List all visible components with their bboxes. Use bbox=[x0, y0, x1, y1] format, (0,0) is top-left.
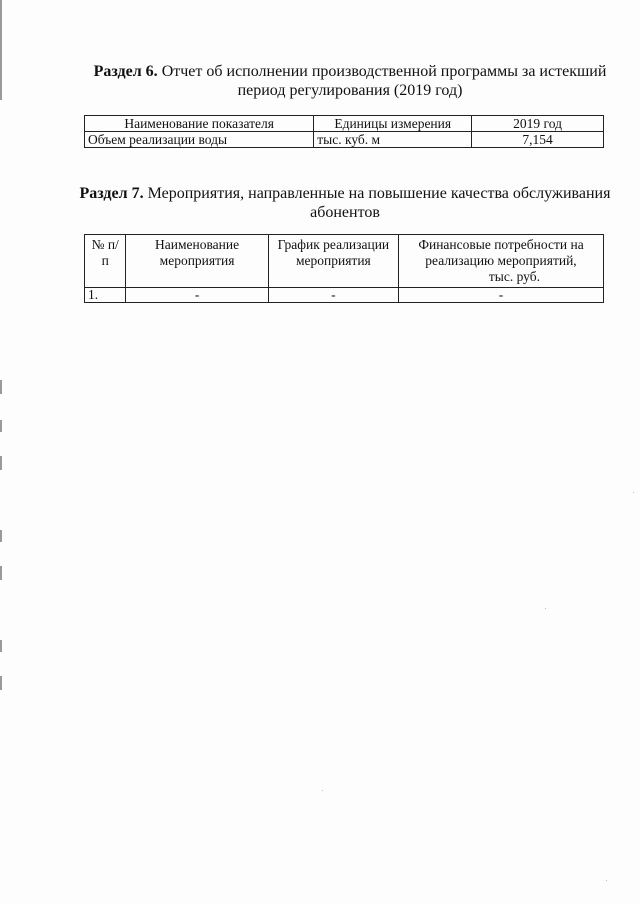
section-7-number: Раздел 7. bbox=[79, 185, 144, 202]
scan-edge-mark bbox=[0, 380, 2, 394]
cell-year-value: 7,154 bbox=[472, 132, 604, 148]
table-header-row bbox=[85, 116, 604, 132]
table-row bbox=[85, 132, 604, 148]
scan-dot bbox=[322, 790, 323, 791]
cell-indicator-name: Объем реализации воды bbox=[85, 132, 314, 148]
scan-dot bbox=[545, 608, 546, 609]
cell-measure-name: - bbox=[126, 288, 268, 303]
scan-edge-mark bbox=[0, 640, 2, 652]
section-7-title: Мероприятия, направленные на повышение качества обслуживания абонентов bbox=[147, 185, 611, 221]
header-indicator-name: Наименование показателя bbox=[85, 116, 314, 132]
section-6-heading bbox=[70, 62, 630, 100]
header-number: № п/п bbox=[85, 235, 126, 288]
table-header-row bbox=[85, 235, 604, 288]
scan-edge-mark bbox=[0, 676, 2, 690]
section-6-number: Раздел 6. bbox=[93, 63, 158, 80]
scan-edge-mark bbox=[0, 566, 2, 580]
cell-schedule: - bbox=[268, 288, 398, 303]
scan-edge-mark bbox=[0, 0, 2, 100]
cell-financial-needs: - bbox=[399, 288, 604, 303]
header-schedule: График реализации мероприятия bbox=[268, 235, 398, 288]
section-6-title: Отчет об исполнении производственной программы за истекший период регулирования (2019 год) bbox=[161, 63, 607, 99]
header-measure-name: Наименование мероприятия bbox=[126, 235, 268, 288]
service-quality-measures-table bbox=[84, 234, 604, 303]
scan-dot bbox=[606, 880, 607, 881]
header-unit: Единицы измерения bbox=[314, 116, 472, 132]
scan-edge-mark bbox=[0, 420, 2, 432]
header-financial-needs bbox=[399, 235, 604, 288]
scan-edge-mark bbox=[0, 456, 2, 470]
scan-dot bbox=[633, 492, 634, 493]
table-row bbox=[85, 288, 604, 303]
header-year: 2019 год bbox=[472, 116, 604, 132]
scan-edge-mark bbox=[0, 530, 2, 542]
header-financial-needs-unit: тыс. руб. bbox=[488, 269, 540, 284]
production-program-report-table bbox=[84, 115, 604, 148]
cell-number: 1. bbox=[85, 288, 126, 303]
header-financial-needs-text: Финансовые потребности на реализацию мероприятий, bbox=[418, 237, 584, 268]
cell-unit: тыс. куб. м bbox=[314, 132, 472, 148]
section-7-heading bbox=[70, 184, 620, 222]
